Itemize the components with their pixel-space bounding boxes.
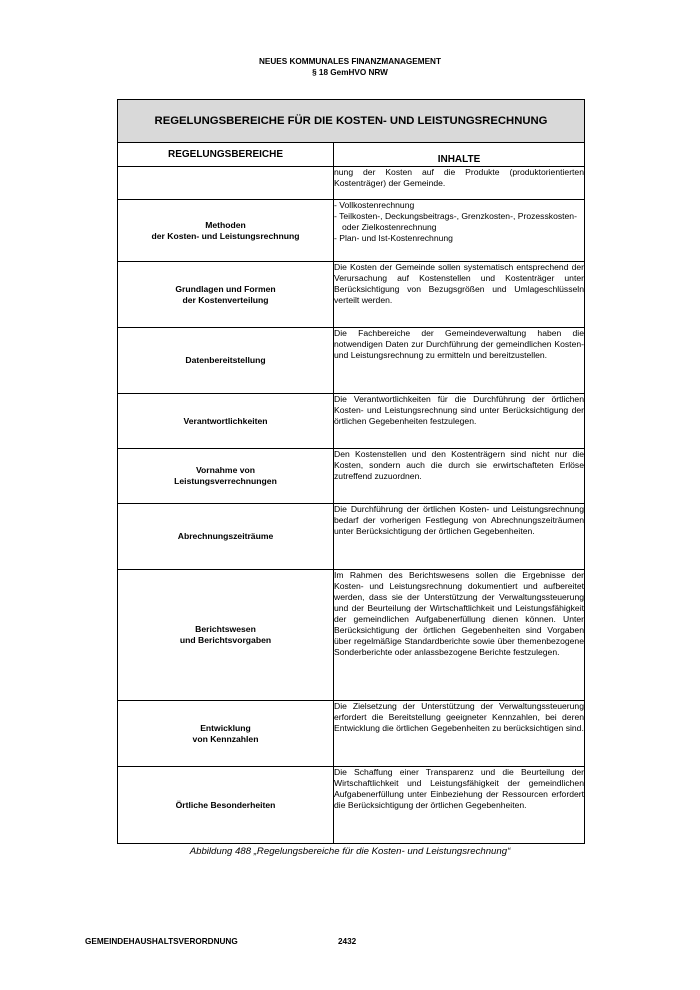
- area-cell-responsibilities: [118, 394, 334, 449]
- area-cell-key-figures: [118, 701, 334, 767]
- column-header-contents: INHALTE: [334, 143, 585, 167]
- method-list: [334, 200, 584, 244]
- area-label-line: der Kostenverteilung: [182, 294, 269, 305]
- area-label-line: Vornahme von: [195, 465, 256, 475]
- list-item: - Teilkosten-, Deckungsbeitrags-, Grenzkosten-, Prozesskosten- oder Zielkostenrechnung: [334, 211, 577, 232]
- area-label-line: der Kosten- und Leistungsrechnung: [151, 230, 300, 241]
- content-cell-data-provision: Die Fachbereiche der Gemeindeverwaltung haben die notwendigen Daten zur Durchführung der gemeindlichen Kosten- und Leistungsrechnung zu ermitteln und bereitzustellen.: [334, 328, 585, 394]
- area-label-line: Örtliche Besonderheiten: [175, 799, 276, 810]
- area-cell-reporting: [118, 570, 334, 701]
- area-label-line: Methoden: [205, 219, 246, 230]
- area-label-line: Abrechnungszeiträume: [177, 531, 274, 541]
- page-header: [0, 57, 700, 78]
- area-label-line: Berichtswesen: [195, 624, 256, 634]
- column-header-areas: REGELUNGSBEREICHE: [118, 143, 334, 167]
- figure-caption: Abbildung 488 „Regelungsbereiche für die Kosten- und Leistungsrechnung“: [189, 846, 511, 857]
- area-label-line: Entwicklung: [200, 722, 251, 733]
- content-cell-key-figures: Die Zielsetzung der Unterstützung der Verwaltungssteuerung erfordert die Bereitstellung geeigneter Kennzahlen, bei deren Entwicklung die örtlichen Gegebenheiten zu berücksichtigen sind.: [334, 701, 585, 767]
- content-cell-cost-distribution: Die Kosten der Gemeinde sollen systematisch entsprechend der Verursachung auf Kostenstellen und Kostenträger unter Berücksichtigung von Bezugsgrößen und Umlageschlüsseln verteilt werden.: [334, 262, 585, 328]
- footer-title: GEMEINDEHAUSHALTSVERORDNUNG: [85, 937, 238, 946]
- content-cell-methods: [334, 200, 585, 262]
- content-cell-responsibilities: Die Verantwortlichkeiten für die Durchführung der örtlichen Kosten- und Leistungsrechnung sind unter Berücksichtigung der örtlichen Gegebenheiten festzulegen.: [334, 394, 585, 449]
- header-line-1: NEUES KOMMUNALES FINANZMANAGEMENT: [259, 57, 441, 66]
- content-cell-reporting: Im Rahmen des Berichtswesens sollen die Ergebnisse der Kosten- und Leistungsrechnung dokumentiert und aufbereitet werden, dass sie der Unterstützung der Verwaltungssteuerung und der Beurteilung der Wirtschaftlichkeit und Leistungsfähigkeit der gemeindlichen Aufgabenerfüllung dienen können. Unter Berücksichtigung der örtlichen Gegebenheiten sind Vorgaben über regelmäßige Standardberichte sowie über themenbezogene Sonderberichte oder anlassbezogene Berichte festzulegen.: [334, 570, 585, 701]
- content-cell-internal-allocation: Den Kostenstellen und den Kostenträgern sind nicht nur die Kosten, sondern auch die durch sie erwirtschafteten Erlöse zutreffend zuzuordnen.: [334, 449, 585, 504]
- area-cell-methods: [118, 200, 334, 262]
- table-cell-continuation: nung der Kosten auf die Produkte (produktorientierten Kostenträger) der Gemeinde.: [334, 167, 585, 200]
- regulation-table: [117, 99, 585, 844]
- area-cell-data-provision: [118, 328, 334, 394]
- list-item: - Plan- und Ist-Kostenrechnung: [334, 233, 453, 243]
- area-label-line: Leistungsverrechnungen: [174, 476, 277, 486]
- area-cell-internal-allocation: [118, 449, 334, 504]
- area-label-line: Datenbereitstellung: [185, 355, 266, 365]
- area-cell-local-particularities: [118, 767, 334, 844]
- content-cell-local-particularities: Die Schaffung einer Transparenz und die Beurteilung der Wirtschaftlichkeit und Leistungsfähigkeit der gemeindlichen Aufgabenerfüllung unter Einbeziehung der Ressourcen erfordert die Berücksichtigung der örtlichen Gegebenheiten.: [334, 767, 585, 844]
- area-cell-cost-distribution: [118, 262, 334, 328]
- area-cell-accounting-periods: [118, 504, 334, 570]
- page-number: 2432: [338, 937, 357, 946]
- content-cell-accounting-periods: Die Durchführung der örtlichen Kosten- und Leistungsrechnung bedarf der vorherigen Festlegung von Abrechnungszeiträumen unter Berücksichtigung der örtlichen Gegebenheiten.: [334, 504, 585, 570]
- area-label-line: Verantwortlichkeiten: [183, 415, 268, 426]
- area-label-line: von Kennzahlen: [192, 733, 259, 744]
- list-item: - Vollkostenrechnung: [334, 200, 415, 210]
- area-label-line: Grundlagen und Formen: [175, 283, 276, 294]
- area-label-line: und Berichtsvorgaben: [179, 635, 272, 645]
- table-title: REGELUNGSBEREICHE FÜR DIE KOSTEN- UND LEISTUNGSRECHNUNG: [118, 100, 585, 143]
- header-line-2: § 18 GemHVO NRW: [312, 67, 388, 77]
- table-cell-empty: [118, 167, 334, 200]
